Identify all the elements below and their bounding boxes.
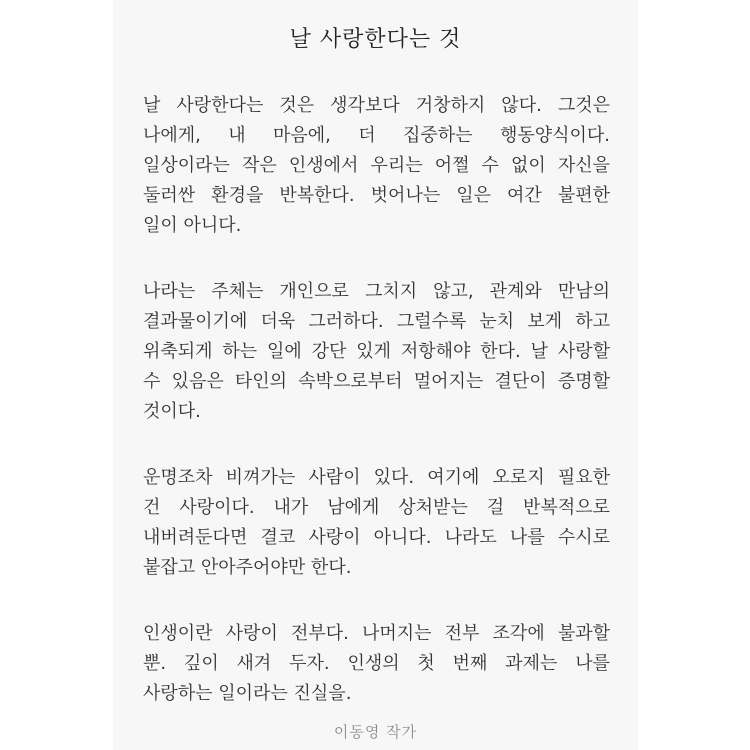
text-line: 나에게, 내 마음에, 더 집중하는 행동양식이다. — [143, 125, 610, 146]
paragraph-2 — [143, 277, 610, 427]
paragraph-3 — [143, 463, 610, 583]
text-line: 날 사랑한다는 것은 생각보다 거창하지 않다. 그것은 — [143, 95, 610, 116]
text-line: 뿐. 깊이 새겨 두자. 인생의 첫 번째 과제는 나를 — [143, 653, 610, 674]
text-line: 둘러싼 환경을 반복한다. 벗어나는 일은 여간 불편한 — [143, 185, 610, 206]
text-line: 운명조차 비껴가는 사람이 있다. 여기에 오로지 필요한 — [143, 467, 610, 488]
text-line: 나라는 주체는 개인으로 그치지 않고, 관계와 만남의 — [143, 281, 610, 302]
text-line: 위축되게 하는 일에 강단 있게 저항해야 한다. 날 사랑할 — [143, 341, 610, 362]
paragraph-4 — [143, 619, 610, 709]
document-body — [143, 91, 610, 745]
text-line: 붙잡고 안아주어야만 한다. — [143, 557, 352, 578]
text-line: 수 있음은 타인의 속박으로부터 멀어지는 결단이 증명할 — [143, 371, 610, 392]
text-line: 내버려둔다면 결코 사랑이 아니다. 나라도 나를 수시로 — [143, 527, 610, 548]
author-credit: 이동영 작가 — [333, 723, 418, 741]
document-page — [113, 0, 638, 750]
text-line: 일이 아니다. — [143, 215, 242, 236]
text-line: 것이다. — [143, 401, 201, 422]
text-line: 건 사랑이다. 내가 남에게 상처받는 걸 반복적으로 — [143, 497, 610, 518]
document-title: 날 사랑한다는 것 — [289, 27, 462, 52]
paragraph-1 — [143, 91, 610, 241]
text-line: 사랑하는 일이라는 진실을. — [143, 683, 352, 704]
text-line: 인생이란 사랑이 전부다. 나머지는 전부 조각에 불과할 — [143, 623, 610, 644]
text-line: 결과물이기에 더욱 그러하다. 그럴수록 눈치 보게 하고 — [143, 311, 610, 332]
text-line: 일상이라는 작은 인생에서 우리는 어쩔 수 없이 자신을 — [143, 155, 610, 176]
